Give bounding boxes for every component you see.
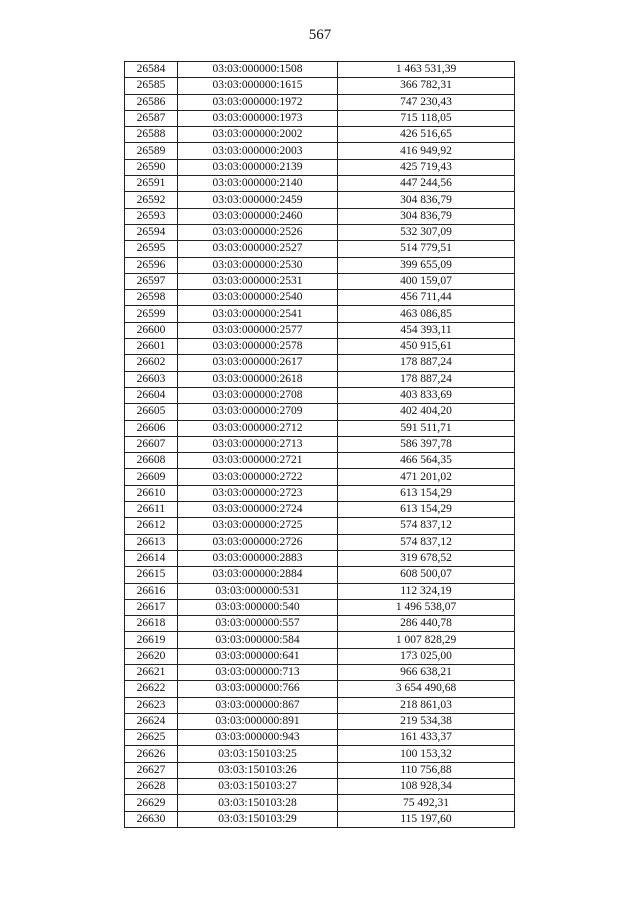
table-row (125, 567, 515, 583)
cadastral-number-cell: 03:03:150103:25 (178, 746, 338, 762)
row-number-cell: 26626 (125, 746, 178, 762)
row-number-cell: 26625 (125, 730, 178, 746)
cadastral-number-cell: 03:03:000000:2459 (178, 192, 338, 208)
cadastral-value-cell: 574 837,12 (338, 534, 515, 550)
row-number-cell: 26584 (125, 62, 178, 78)
cadastral-value-cell: 1 463 531,39 (338, 62, 515, 78)
cadastral-value-cell: 161 433,37 (338, 730, 515, 746)
row-number-cell: 26610 (125, 485, 178, 501)
row-number-cell: 26611 (125, 502, 178, 518)
row-number-cell: 26599 (125, 306, 178, 322)
row-number-cell: 26587 (125, 110, 178, 126)
row-number-cell: 26591 (125, 176, 178, 192)
cadastral-number-cell: 03:03:000000:2723 (178, 485, 338, 501)
cadastral-number-cell: 03:03:000000:2722 (178, 469, 338, 485)
row-number-cell: 26594 (125, 224, 178, 240)
table-row (125, 143, 515, 159)
cadastral-number-cell: 03:03:000000:2526 (178, 224, 338, 240)
row-number-cell: 26601 (125, 339, 178, 355)
cadastral-number-cell: 03:03:000000:1615 (178, 78, 338, 94)
table-row (125, 62, 515, 78)
cadastral-value-cell: 447 244,56 (338, 176, 515, 192)
table-row (125, 94, 515, 110)
cadastral-value-cell: 591 511,71 (338, 420, 515, 436)
table-row (125, 127, 515, 143)
row-number-cell: 26588 (125, 127, 178, 143)
cadastral-number-cell: 03:03:000000:1508 (178, 62, 338, 78)
cadastral-number-cell: 03:03:000000:2721 (178, 453, 338, 469)
cadastral-value-cell: 403 833,69 (338, 387, 515, 403)
cadastral-value-cell: 110 756,88 (338, 762, 515, 778)
row-number-cell: 26595 (125, 241, 178, 257)
table-row (125, 779, 515, 795)
row-number-cell: 26615 (125, 567, 178, 583)
cadastral-value-cell: 454 393,11 (338, 322, 515, 338)
table-row (125, 176, 515, 192)
table-row (125, 404, 515, 420)
table-row (125, 290, 515, 306)
cadastral-number-cell: 03:03:000000:2577 (178, 322, 338, 338)
row-number-cell: 26600 (125, 322, 178, 338)
table-row (125, 78, 515, 94)
cadastral-number-cell: 03:03:000000:2618 (178, 371, 338, 387)
cadastral-number-cell: 03:03:000000:1972 (178, 94, 338, 110)
row-number-cell: 26603 (125, 371, 178, 387)
table-row (125, 713, 515, 729)
cadastral-number-cell: 03:03:000000:2713 (178, 436, 338, 452)
cadastral-value-cell: 3 654 490,68 (338, 681, 515, 697)
row-number-cell: 26597 (125, 273, 178, 289)
cadastral-number-cell: 03:03:000000:2726 (178, 534, 338, 550)
row-number-cell: 26604 (125, 387, 178, 403)
row-number-cell: 26617 (125, 599, 178, 615)
cadastral-value-cell: 608 500,07 (338, 567, 515, 583)
row-number-cell: 26624 (125, 713, 178, 729)
row-number-cell: 26627 (125, 762, 178, 778)
cadastral-value-cell: 466 564,35 (338, 453, 515, 469)
cadastral-number-cell: 03:03:000000:943 (178, 730, 338, 746)
cadastral-value-cell: 586 397,78 (338, 436, 515, 452)
cadastral-number-cell: 03:03:150103:29 (178, 811, 338, 827)
cadastral-value-table (124, 61, 515, 828)
row-number-cell: 26620 (125, 648, 178, 664)
cadastral-value-cell: 319 678,52 (338, 550, 515, 566)
table-row (125, 550, 515, 566)
table-row (125, 192, 515, 208)
row-number-cell: 26619 (125, 632, 178, 648)
table-row (125, 681, 515, 697)
table-row (125, 730, 515, 746)
cadastral-value-cell: 178 887,24 (338, 355, 515, 371)
row-number-cell: 26605 (125, 404, 178, 420)
cadastral-value-cell: 100 153,32 (338, 746, 515, 762)
cadastral-number-cell: 03:03:000000:2724 (178, 502, 338, 518)
cadastral-value-cell: 425 719,43 (338, 159, 515, 175)
cadastral-number-cell: 03:03:150103:27 (178, 779, 338, 795)
cadastral-number-cell: 03:03:000000:1973 (178, 110, 338, 126)
table-row (125, 322, 515, 338)
table-row (125, 420, 515, 436)
table-row (125, 387, 515, 403)
table-row (125, 224, 515, 240)
row-number-cell: 26630 (125, 811, 178, 827)
table-row (125, 534, 515, 550)
cadastral-value-cell: 532 307,09 (338, 224, 515, 240)
cadastral-number-cell: 03:03:150103:26 (178, 762, 338, 778)
cadastral-value-cell: 426 516,65 (338, 127, 515, 143)
cadastral-value-cell: 471 201,02 (338, 469, 515, 485)
row-number-cell: 26622 (125, 681, 178, 697)
cadastral-value-cell: 416 949,92 (338, 143, 515, 159)
cadastral-value-cell: 966 638,21 (338, 664, 515, 680)
cadastral-value-cell: 450 915,61 (338, 339, 515, 355)
table-row (125, 485, 515, 501)
table-row (125, 453, 515, 469)
cadastral-number-cell: 03:03:000000:713 (178, 664, 338, 680)
cadastral-number-cell: 03:03:000000:2884 (178, 567, 338, 583)
page-number: 567 (308, 27, 332, 43)
cadastral-number-cell: 03:03:000000:891 (178, 713, 338, 729)
cadastral-number-cell: 03:03:000000:2527 (178, 241, 338, 257)
cadastral-value-cell: 304 836,79 (338, 208, 515, 224)
cadastral-value-cell: 173 025,00 (338, 648, 515, 664)
row-number-cell: 26593 (125, 208, 178, 224)
cadastral-value-cell: 108 928,34 (338, 779, 515, 795)
cadastral-number-cell: 03:03:000000:540 (178, 599, 338, 615)
cadastral-number-cell: 03:03:000000:2540 (178, 290, 338, 306)
table-row (125, 795, 515, 811)
cadastral-value-cell: 1 496 538,07 (338, 599, 515, 615)
table-row (125, 110, 515, 126)
table-row (125, 355, 515, 371)
cadastral-value-cell: 112 324,19 (338, 583, 515, 599)
cadastral-value-cell: 456 711,44 (338, 290, 515, 306)
cadastral-number-cell: 03:03:000000:2531 (178, 273, 338, 289)
row-number-cell: 26606 (125, 420, 178, 436)
row-number-cell: 26590 (125, 159, 178, 175)
cadastral-number-cell: 03:03:000000:557 (178, 616, 338, 632)
row-number-cell: 26586 (125, 94, 178, 110)
cadastral-number-cell: 03:03:000000:766 (178, 681, 338, 697)
cadastral-number-cell: 03:03:000000:2003 (178, 143, 338, 159)
row-number-cell: 26602 (125, 355, 178, 371)
cadastral-number-cell: 03:03:000000:2709 (178, 404, 338, 420)
cadastral-value-cell: 178 887,24 (338, 371, 515, 387)
cadastral-number-cell: 03:03:000000:867 (178, 697, 338, 713)
cadastral-value-cell: 286 440,78 (338, 616, 515, 632)
cadastral-value-cell: 400 159,07 (338, 273, 515, 289)
cadastral-number-cell: 03:03:150103:28 (178, 795, 338, 811)
row-number-cell: 26607 (125, 436, 178, 452)
table-row (125, 697, 515, 713)
cadastral-number-cell: 03:03:000000:2139 (178, 159, 338, 175)
cadastral-number-cell: 03:03:000000:2460 (178, 208, 338, 224)
cadastral-value-cell: 463 086,85 (338, 306, 515, 322)
cadastral-number-cell: 03:03:000000:2725 (178, 518, 338, 534)
row-number-cell: 26585 (125, 78, 178, 94)
row-number-cell: 26614 (125, 550, 178, 566)
table-row (125, 241, 515, 257)
cadastral-value-cell: 747 230,43 (338, 94, 515, 110)
row-number-cell: 26613 (125, 534, 178, 550)
cadastral-number-cell: 03:03:000000:2712 (178, 420, 338, 436)
table-row (125, 762, 515, 778)
row-number-cell: 26596 (125, 257, 178, 273)
table-row (125, 502, 515, 518)
row-number-cell: 26598 (125, 290, 178, 306)
table-row (125, 436, 515, 452)
cadastral-value-cell: 402 404,20 (338, 404, 515, 420)
table-row (125, 664, 515, 680)
cadastral-number-cell: 03:03:000000:531 (178, 583, 338, 599)
cadastral-value-cell: 399 655,09 (338, 257, 515, 273)
table-row (125, 583, 515, 599)
cadastral-value-cell: 613 154,29 (338, 485, 515, 501)
row-number-cell: 26628 (125, 779, 178, 795)
row-number-cell: 26592 (125, 192, 178, 208)
row-number-cell: 26612 (125, 518, 178, 534)
cadastral-value-cell: 366 782,31 (338, 78, 515, 94)
table-row (125, 518, 515, 534)
row-number-cell: 26609 (125, 469, 178, 485)
row-number-cell: 26589 (125, 143, 178, 159)
cadastral-number-cell: 03:03:000000:2541 (178, 306, 338, 322)
row-number-cell: 26618 (125, 616, 178, 632)
row-number-cell: 26608 (125, 453, 178, 469)
row-number-cell: 26629 (125, 795, 178, 811)
cadastral-value-cell: 218 861,03 (338, 697, 515, 713)
cadastral-number-cell: 03:03:000000:2708 (178, 387, 338, 403)
cadastral-number-cell: 03:03:000000:2530 (178, 257, 338, 273)
row-number-cell: 26623 (125, 697, 178, 713)
table-row (125, 306, 515, 322)
cadastral-value-cell: 75 492,31 (338, 795, 515, 811)
table-row (125, 339, 515, 355)
cadastral-value-cell: 574 837,12 (338, 518, 515, 534)
table-row (125, 632, 515, 648)
cadastral-number-cell: 03:03:000000:2883 (178, 550, 338, 566)
table-row (125, 371, 515, 387)
row-number-cell: 26621 (125, 664, 178, 680)
cadastral-number-cell: 03:03:000000:2140 (178, 176, 338, 192)
table-row (125, 208, 515, 224)
cadastral-value-cell: 304 836,79 (338, 192, 515, 208)
table-row (125, 159, 515, 175)
cadastral-value-cell: 514 779,51 (338, 241, 515, 257)
table-row (125, 648, 515, 664)
table-row (125, 811, 515, 827)
cadastral-number-cell: 03:03:000000:2617 (178, 355, 338, 371)
cadastral-number-cell: 03:03:000000:2002 (178, 127, 338, 143)
table-row (125, 616, 515, 632)
table-row (125, 273, 515, 289)
table-body (125, 62, 515, 828)
table-row (125, 599, 515, 615)
cadastral-value-cell: 115 197,60 (338, 811, 515, 827)
cadastral-number-cell: 03:03:000000:2578 (178, 339, 338, 355)
table-row (125, 469, 515, 485)
cadastral-value-cell: 715 118,05 (338, 110, 515, 126)
table-row (125, 257, 515, 273)
cadastral-value-cell: 613 154,29 (338, 502, 515, 518)
cadastral-number-cell: 03:03:000000:641 (178, 648, 338, 664)
table-row (125, 746, 515, 762)
row-number-cell: 26616 (125, 583, 178, 599)
cadastral-value-cell: 1 007 828,29 (338, 632, 515, 648)
cadastral-value-cell: 219 534,38 (338, 713, 515, 729)
cadastral-number-cell: 03:03:000000:584 (178, 632, 338, 648)
